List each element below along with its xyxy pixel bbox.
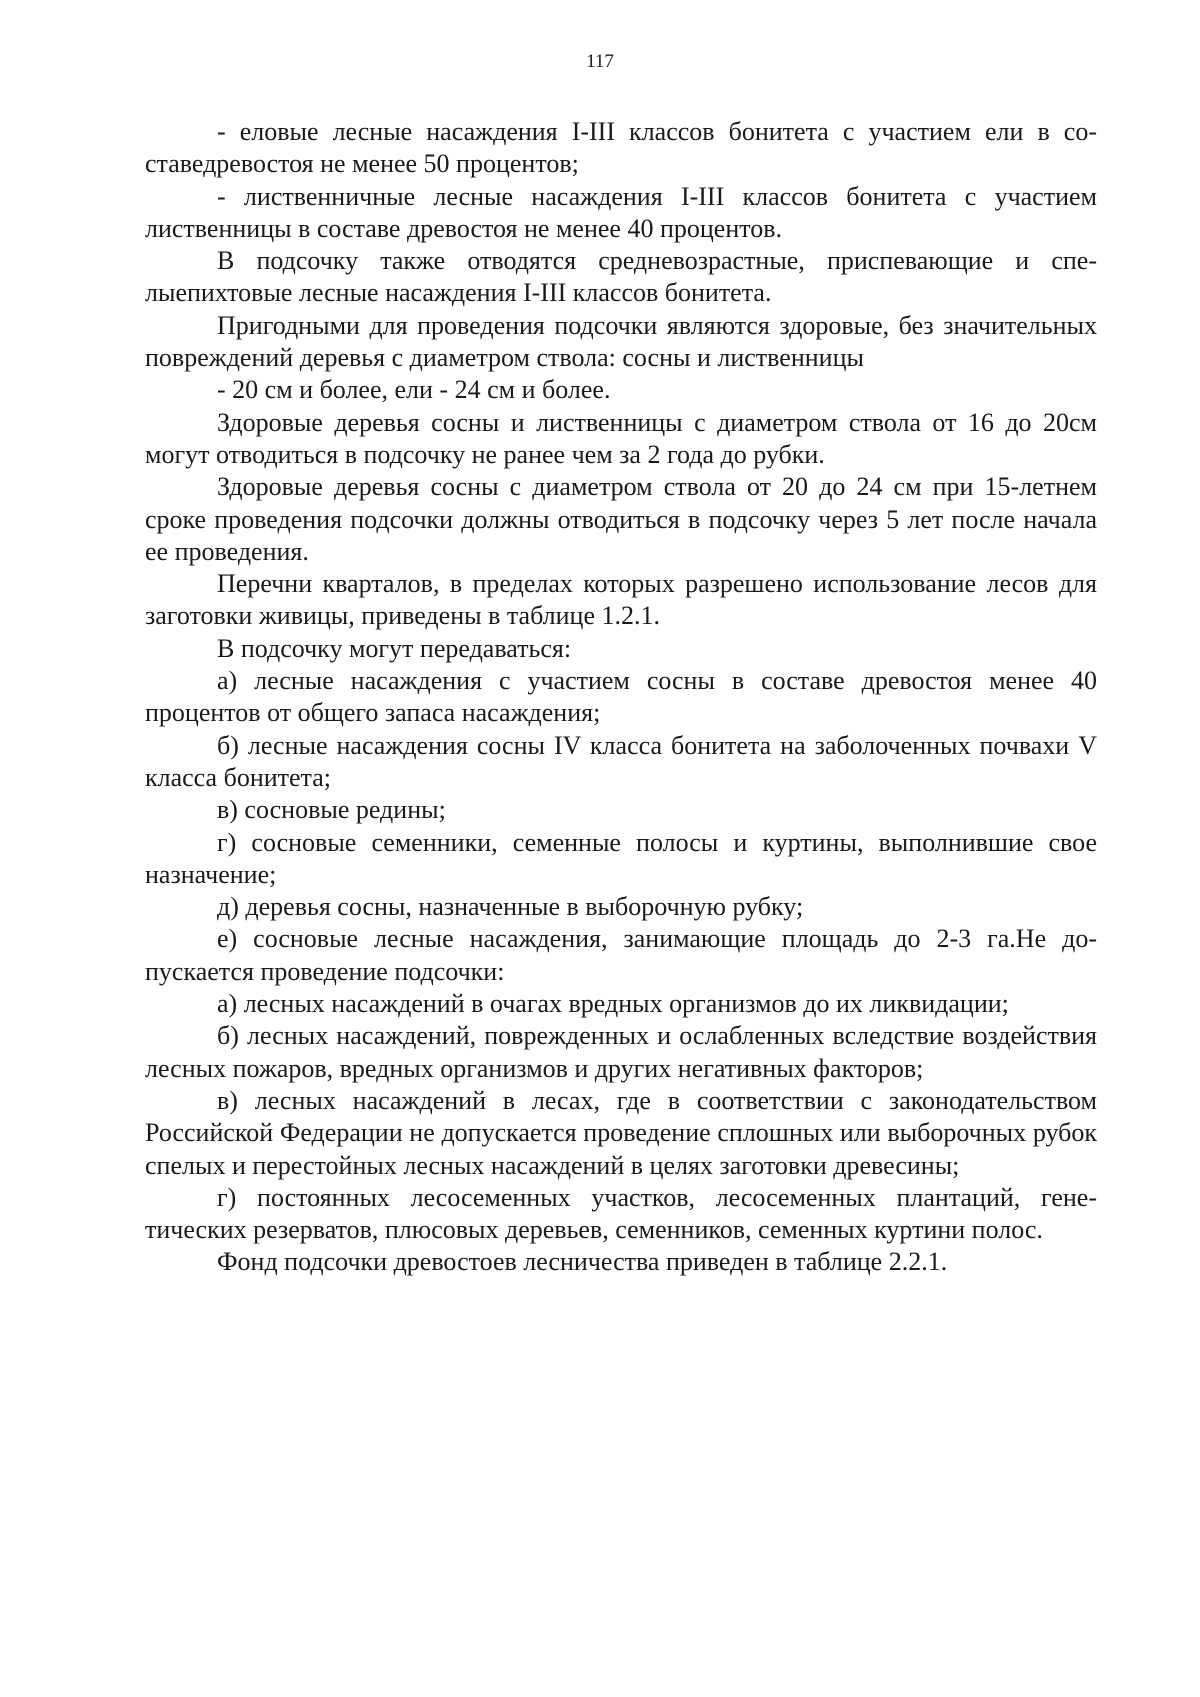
paragraph-suitable-trees: Пригодными для проведения подсочки являются здоровые, без значительных повреждений деревья с диаметром ствола: сосны и лиственницы: [145, 310, 1097, 373]
paragraph-quarter-lists: Перечни кварталов, в пределах которых разрешено использование лесов для заготовки живицы, приведены в таблице 1.2.1.: [145, 569, 1097, 631]
list-item-g: г) сосновые семенники, семенные полосы и куртины, выполнившие свое назначение;: [145, 827, 1097, 889]
list-item-e: е) сосновые лесные насаждения, занимающие площадь до 2-3 га.Не допускается проведение подсочки:: [145, 924, 1097, 986]
list-item-b: б) лесные насаждения сосны IV класса бонитета на заболоченных почвахи V класса бонитета;: [145, 730, 1097, 792]
list-item-d: д) деревья сосны, назначенные в выборочную рубку;: [217, 892, 804, 922]
page-number: 117: [586, 51, 614, 72]
prohibited-item-a: а) лесных насаждений в очагах вредных организмов до их ликвидации;: [217, 989, 1009, 1019]
prohibited-item-g: г) постоянных лесосеменных участков, лесосеменных плантаций, генетических резерватов, плюсовых деревьев, семенников, семенных куртини полос.: [145, 1182, 1097, 1245]
prohibited-item-v: в) лесных насаждений в лесах, где в соответствии с законодательством Российской Федерации не допускается проведение сплошных или выборочных рубок спелых и перестойных лесных насаждений в целях заготовки древесины;: [145, 1085, 1097, 1180]
paragraph-larch-stands: - лиственничные лесные насаждения I-III классов бонитета с участием лиственницы в составе древостоя не менее 40 процентов.: [145, 181, 1097, 243]
body-text: [145, 116, 1097, 1279]
paragraph-diameter-limits: - 20 см и более, ели - 24 см и более.: [217, 375, 611, 405]
paragraph-fir-stands: В подсочку также отводятся средневозрастные, приспевающие и спелыепихтовые лесные насаждения I-III классов бонитета.: [145, 246, 1097, 308]
prohibited-item-b: б) лесных насаждений, поврежденных и ослабленных вследствие воздействия лесных пожаров, вредных организмов и других негативных факторов;: [145, 1021, 1097, 1083]
paragraph-healthy-pine: Здоровые деревья сосны с диаметром ствола от 20 до 24 см при 15-летнем сроке проведения подсочки должны отводиться в подсочку через 5 лет после начала ее проведения.: [145, 472, 1097, 566]
paragraph-spruce-stands: - еловые лесные насаждения I-III классов бонитета с участием ели в составедревостоя не менее 50 процентов;: [145, 117, 1097, 179]
paragraph-tapping-fund: Фонд подсочки древостоев лесничества приведен в таблице 2.2.1.: [217, 1247, 948, 1277]
list-item-a: а) лесные насаждения с участием сосны в составе древостоя менее 40 процентов от общего запаса насаждения;: [145, 666, 1097, 728]
paragraph-may-be-transferred: В подсочку могут передаваться:: [217, 633, 572, 663]
list-item-v: в) сосновые редины;: [217, 795, 446, 825]
paragraph-healthy-pine-larch: Здоровые деревья сосны и лиственницы с диаметром ствола от 16 до 20см могут отводиться в подсочку не ранее чем за 2 года до рубки.: [145, 407, 1097, 469]
